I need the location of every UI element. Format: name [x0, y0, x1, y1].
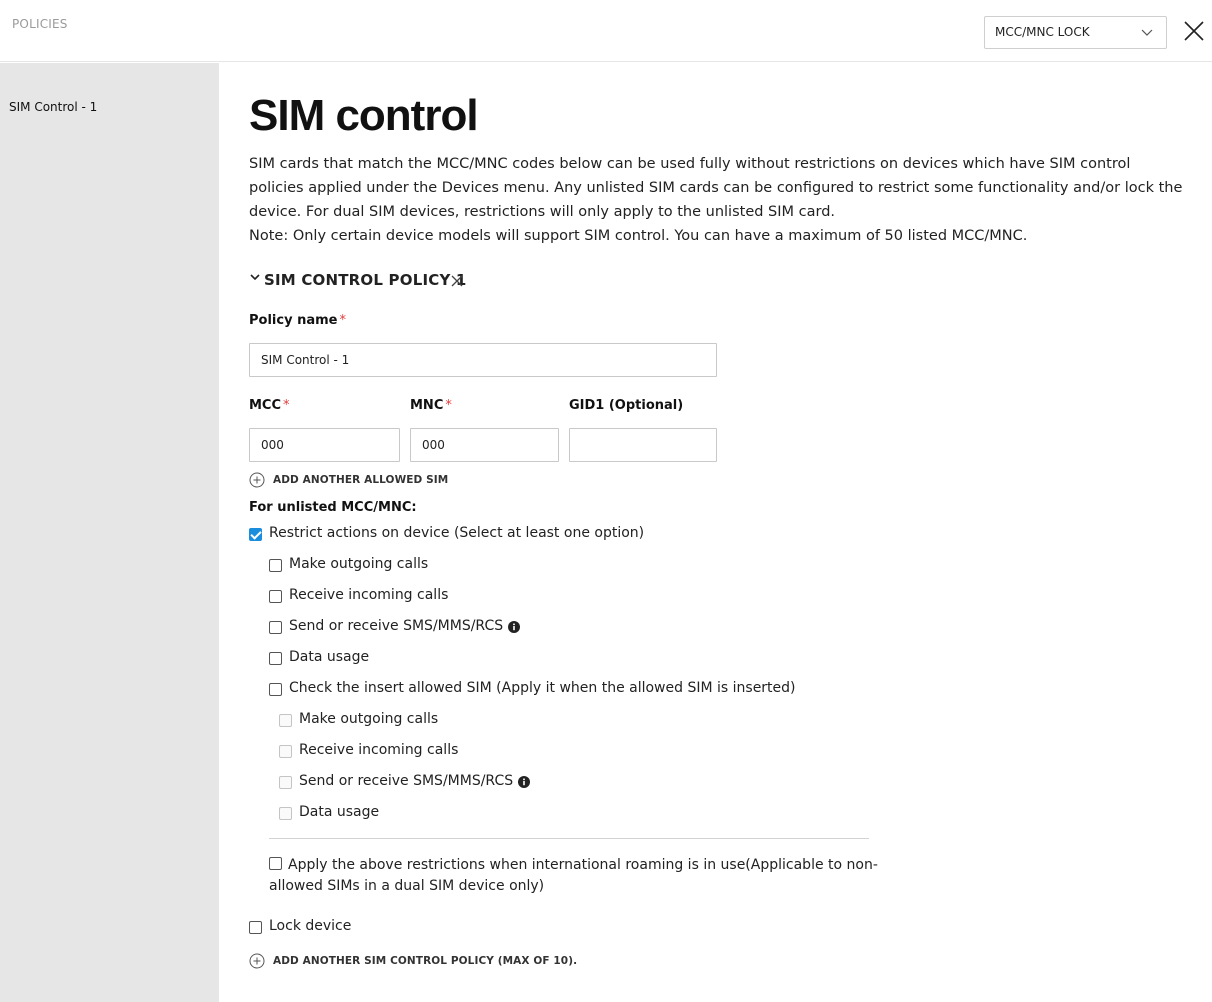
sidebar: [0, 63, 219, 1002]
option-send-receive-sms: [269, 618, 520, 634]
policy-section-title: SIM CONTROL POLICY 1: [264, 271, 467, 289]
required-mark: *: [339, 313, 346, 328]
info-icon[interactable]: [518, 776, 530, 788]
add-allowed-sim-button[interactable]: [249, 472, 448, 488]
top-header: [0, 0, 1212, 62]
add-allowed-sim-label: ADD ANOTHER ALLOWED SIM: [273, 474, 449, 486]
add-sim-control-policy-button[interactable]: [249, 953, 577, 969]
sub-option-label: Data usage: [299, 804, 380, 820]
required-mark: *: [283, 398, 290, 413]
required-mark: *: [445, 398, 452, 413]
policy-name-input[interactable]: [249, 343, 717, 377]
option-label: Data usage: [289, 649, 370, 665]
option-data-usage: [269, 649, 369, 665]
option-make-outgoing-calls: [269, 556, 428, 572]
send-receive-sms-checkbox[interactable]: [269, 621, 282, 634]
option-label: Make outgoing calls: [289, 556, 429, 572]
caret-down-icon[interactable]: [249, 271, 261, 283]
international-roaming-label: Apply the above restrictions when international roaming is in use(Applicable to non-allowed SIMs in a dual SIM device only): [269, 857, 878, 894]
option-check-insert-allowed-sim: [269, 680, 796, 696]
lock-device-checkbox[interactable]: [249, 921, 262, 934]
sub-option-receive-incoming-calls: [279, 742, 458, 758]
sub-option-label: Receive incoming calls: [299, 742, 459, 758]
mnc-label: [410, 398, 452, 413]
close-icon[interactable]: [449, 273, 465, 289]
sub-option-data-usage: [279, 804, 379, 820]
description-note: Note: Only certain device models will support SIM control. You can have a maximum of 50 listed MCC/MNC.: [249, 228, 1028, 244]
policy-type-select[interactable]: [984, 16, 1167, 49]
sub-data-usage-checkbox[interactable]: [279, 807, 292, 820]
add-circle-icon: [249, 472, 265, 488]
sidebar-item-sim-control-1[interactable]: SIM Control - 1: [9, 100, 98, 114]
option-label: Send or receive SMS/MMS/RCS: [289, 618, 504, 634]
mnc-input[interactable]: [410, 428, 559, 462]
lock-device-label: Lock device: [269, 918, 352, 934]
policy-name-label: [249, 313, 346, 328]
main-content: [219, 63, 1212, 1002]
make-outgoing-calls-checkbox[interactable]: [269, 559, 282, 572]
policy-section-header[interactable]: [249, 269, 467, 291]
sub-make-outgoing-calls-checkbox[interactable]: [279, 714, 292, 727]
check-insert-allowed-sim-checkbox[interactable]: [269, 683, 282, 696]
policy-name-label-text: Policy name: [249, 313, 338, 328]
unlisted-mcc-mnc-label: For unlisted MCC/MNC:: [249, 500, 417, 515]
restrict-actions-checkbox[interactable]: [249, 528, 262, 541]
international-roaming-checkbox[interactable]: [269, 857, 282, 870]
gid1-input[interactable]: [569, 428, 717, 462]
add-sim-control-policy-label: ADD ANOTHER SIM CONTROL POLICY (MAX OF 10).: [273, 955, 578, 967]
data-usage-checkbox[interactable]: [269, 652, 282, 665]
add-circle-icon: [249, 953, 265, 969]
policy-type-select-value: MCC/MNC LOCK: [995, 25, 1090, 39]
sub-option-send-receive-sms: [279, 773, 530, 789]
mcc-input[interactable]: [249, 428, 400, 462]
sub-option-label: Make outgoing calls: [299, 711, 439, 727]
header-title: POLICIES: [12, 17, 68, 31]
description-paragraph: SIM cards that match the MCC/MNC codes below can be used fully without restrictions on devices which have SIM control policies applied under the Devices menu. Any unlisted SIM cards can be configured to restrict some functionality and/or lock the device. For dual SIM devices, restrictions will only apply to the unlisted SIM card.: [249, 156, 1183, 220]
mcc-label: [249, 398, 290, 413]
page-title: SIM control: [249, 91, 478, 140]
divider: [269, 838, 869, 839]
mnc-label-text: MNC: [410, 398, 444, 413]
mcc-label-text: MCC: [249, 398, 282, 413]
lock-device-row: [249, 918, 351, 934]
sub-option-label: Send or receive SMS/MMS/RCS: [299, 773, 514, 789]
gid1-label: GID1 (Optional): [569, 398, 684, 413]
receive-incoming-calls-checkbox[interactable]: [269, 590, 282, 603]
sub-option-make-outgoing-calls: [279, 711, 438, 727]
restrict-actions-label: Restrict actions on device (Select at least one option): [269, 525, 645, 541]
option-label: Check the insert allowed SIM (Apply it when the allowed SIM is inserted): [289, 680, 796, 696]
option-receive-incoming-calls: [269, 587, 448, 603]
option-label: Receive incoming calls: [289, 587, 449, 603]
chevron-down-icon: [1140, 25, 1154, 39]
restrict-actions-row: [249, 525, 644, 541]
sub-send-receive-sms-checkbox[interactable]: [279, 776, 292, 789]
info-icon[interactable]: [508, 621, 520, 633]
sub-receive-incoming-calls-checkbox[interactable]: [279, 745, 292, 758]
option-international-roaming: [269, 855, 879, 897]
close-icon[interactable]: [1182, 19, 1206, 43]
page-description: [249, 152, 1184, 248]
